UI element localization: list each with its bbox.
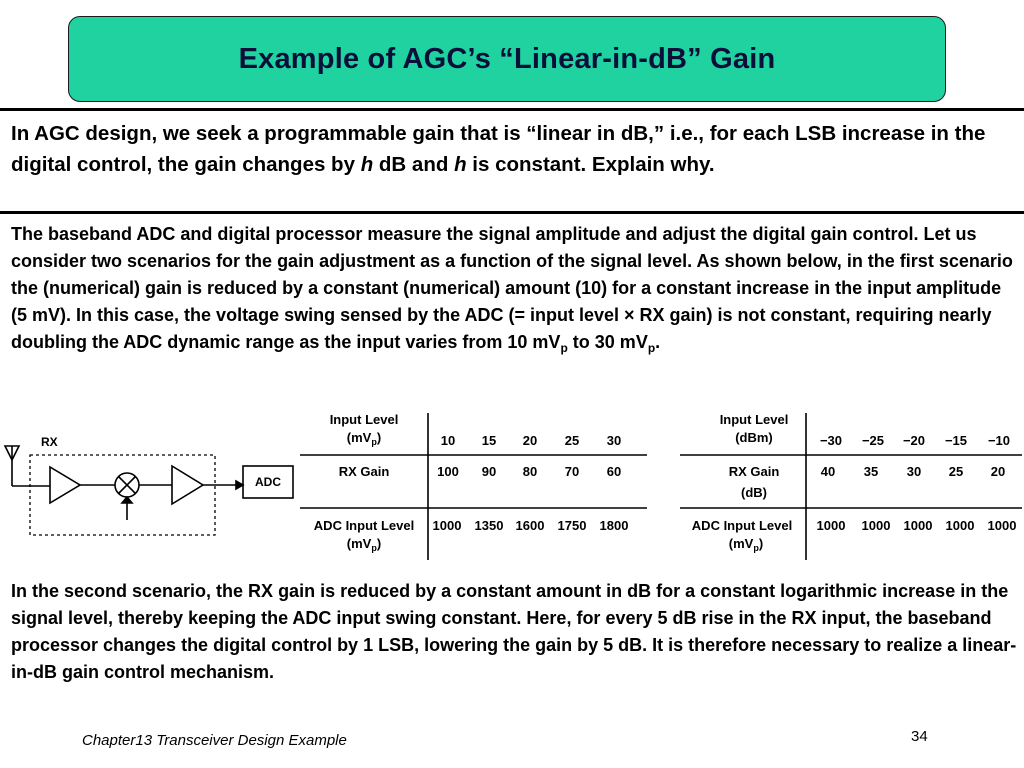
answer1-sub2: p <box>647 341 656 355</box>
t1-adc-level-label: ADC Input Level <box>313 518 415 533</box>
table-cell: 20 <box>990 464 1006 479</box>
title-banner <box>68 16 946 102</box>
t2-gain-row <box>821 464 1005 479</box>
t1-adc-row <box>433 518 629 533</box>
t2-input-row <box>820 433 1010 448</box>
table-cell: 25 <box>948 464 964 479</box>
table-cell: −10 <box>987 433 1011 448</box>
table-cell: 100 <box>437 464 459 479</box>
answer1-end: . <box>655 332 661 352</box>
t2-rx-gain-unit: (dB) <box>741 485 767 500</box>
t2-input-level-label: Input Level <box>719 412 789 427</box>
middle-divider <box>0 211 1024 214</box>
t1-gain-row <box>437 464 621 479</box>
t1-input-level-unit: $(mV_p)$ <box>346 430 382 447</box>
table-cell: 20 <box>522 433 538 448</box>
table-db-gain <box>680 412 1022 560</box>
t1-rx-gain-label: RX Gain <box>338 464 390 479</box>
table-cell: 1000 <box>816 518 846 533</box>
t2-adc-level-unit: $(mV_p)$ <box>728 536 764 553</box>
table-cell: −30 <box>819 433 843 448</box>
figure <box>0 400 1024 570</box>
table-cell: 70 <box>564 464 580 479</box>
table-cell: 40 <box>820 464 836 479</box>
top-divider <box>0 108 1024 111</box>
question-part2: dB and <box>373 153 455 176</box>
question-var-h2: h <box>454 153 467 176</box>
table-cell: 1000 <box>903 518 933 533</box>
t2-input-level-unit: (dBm) <box>735 430 773 445</box>
page-number: 34 <box>911 728 928 745</box>
table-cell: 1350 <box>474 518 504 533</box>
t1-adc-level-unit: $(mV_p)$ <box>346 536 382 553</box>
rx-label: RX <box>41 435 58 449</box>
t2-rx-gain-label: RX Gain <box>728 464 780 479</box>
table-linear-gain <box>300 412 647 560</box>
table-cell: −20 <box>902 433 926 448</box>
answer1-mid: to 30 mV <box>567 332 648 352</box>
table-cell: 30 <box>906 464 922 479</box>
lo-input-arrow-icon <box>122 497 132 520</box>
question-part3: is constant. Explain why. <box>466 153 715 176</box>
t1-input-level-label: Input Level <box>329 412 399 427</box>
baseband-amplifier-icon <box>172 466 203 504</box>
t2-adc-row <box>817 518 1017 533</box>
antenna-icon <box>5 446 30 486</box>
table-cell: −25 <box>861 433 885 448</box>
lna-amplifier-icon <box>30 467 80 503</box>
question-var-h1: h <box>360 153 374 176</box>
footer-chapter: Chapter13 Transceiver Design Example <box>82 732 347 749</box>
adc-arrow-icon <box>203 481 243 489</box>
table-cell: 30 <box>606 433 622 448</box>
table-cell: 15 <box>481 433 497 448</box>
table-cell: 80 <box>522 464 538 479</box>
table-cell: 90 <box>481 464 497 479</box>
t2-adc-level-label: ADC Input Level <box>691 518 793 533</box>
table-cell: 1000 <box>432 518 462 533</box>
question-text <box>11 118 1016 180</box>
table-cell: 1800 <box>599 518 629 533</box>
answer1-sub1: p <box>560 341 568 355</box>
t1-input-row <box>441 433 621 448</box>
answer-paragraph-2: In the second scenario, the RX gain is reduced by a constant amount in dB for a constant logarithmic increase in the signal level, thereby keeping the ADC input swing constant. Here, for every 5 dB rise in the RX input, the baseband processor changes the digital control by 1 LSB, lowering the gain by 5 dB. It is therefore necessary to realize a linear-in-dB gain control mechanism. <box>11 581 1017 682</box>
slide-title: Example of AGC’s “Linear-in-dB” Gain <box>238 42 776 75</box>
table-cell: −15 <box>944 433 968 448</box>
table-cell: 1000 <box>861 518 891 533</box>
answer-paragraph-1 <box>11 221 1016 356</box>
receiver-diagram <box>5 446 293 535</box>
table-cell: 10 <box>440 433 456 448</box>
table-cell: 1000 <box>987 518 1017 533</box>
table-cell: 60 <box>606 464 622 479</box>
table-cell: 25 <box>564 433 580 448</box>
adc-label: ADC <box>255 475 281 489</box>
table-cell: 1000 <box>945 518 975 533</box>
mixer-icon <box>115 473 139 497</box>
table-cell: 35 <box>863 464 879 479</box>
table-cell: 1600 <box>515 518 545 533</box>
question-part1: In AGC design, we seek a programmable gain that is “linear in dB,” i.e., for each LSB increase in the digital control, the gain changes by <box>11 122 986 176</box>
answer1-text: The baseband ADC and digital processor measure the signal amplitude and adjust the digital gain control. Let us consider two scenarios for the gain adjustment as a function of the signal level. As shown below, in the first scenario the (numerical) gain is reduced by a constant (numerical) amount (10) for a constant increase in the input amplitude (5 mV). In this case, the voltage swing sensed by the ADC (= input level × RX gain) is not constant, requiring nearly doubling the ADC dynamic range as the input varies from 10 mV <box>11 224 1013 352</box>
table-cell: 1750 <box>557 518 587 533</box>
